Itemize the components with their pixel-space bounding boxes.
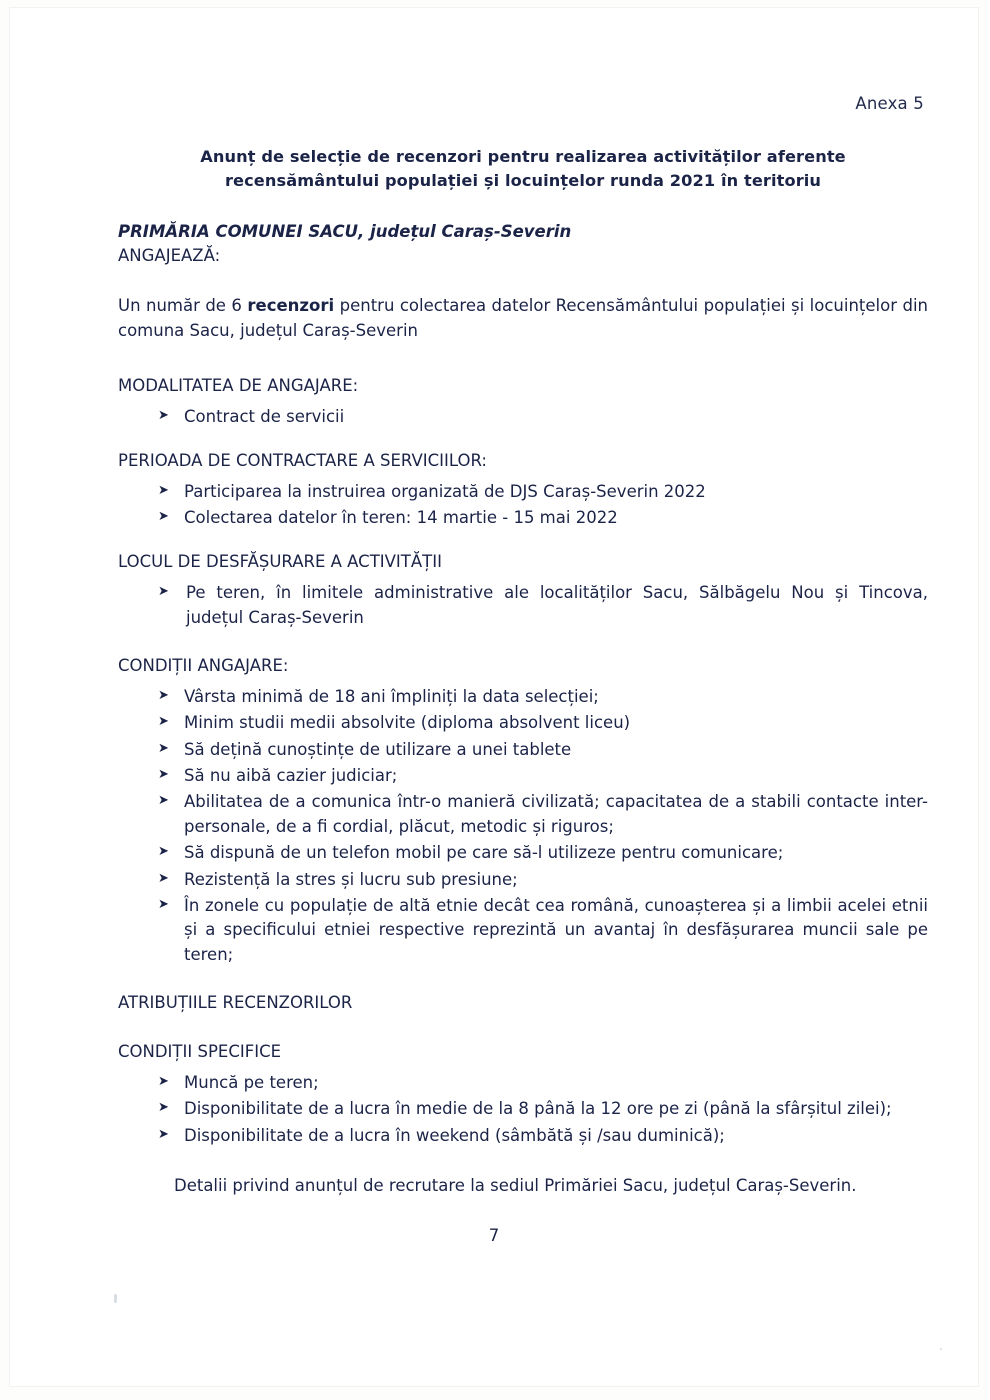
list-item: ➤ Minim studii medii absolvite (diploma absolvent liceu) [158,711,928,735]
section-heading-modalitate: MODALITATEA DE ANGAJARE: [118,375,359,395]
list-item: ➤ Disponibilitate de a lucra în medie de la 8 până la 12 ore pe zi (până la sfârșitul zilei); [158,1097,928,1121]
list-loc [118,581,928,630]
intro-text-after: pentru colectarea datelor Recensământului populației și locuințelor din comuna Sacu, județul Caraș-Severin [118,296,928,341]
section-heading-specifice: CONDIȚII SPECIFICE [118,1042,282,1062]
list-item: ➤ Disponibilitate de a lucra în weekend (sâmbătă și /sau duminică); [158,1124,928,1148]
paper-sheet [10,8,978,1386]
scan-artifact-dot [940,1348,942,1350]
section-heading-loc: LOCUL DE DESFĂȘURARE A ACTIVITĂȚII [118,552,442,572]
organization-action: ANGAJEAZĂ: [118,245,221,265]
list-item: ➤ Contract de servicii [158,405,928,429]
list-item: ➤ Colectarea datelor în teren: 14 martie - 15 mai 2022 [158,506,928,530]
list-item: ➤ Să dețină cunoștințe de utilizare a unei tablete [158,738,928,762]
list-item: ➤ Pe teren, în limitele administrative ale localităților Sacu, Sălbăgelu Nou și Tincova, județul Caraș-Severin [158,581,928,630]
list-item: ➤ Rezistență la stres și lucru sub presiune; [158,868,928,892]
section-heading-conditii: CONDIȚII ANGAJARE: [118,656,289,676]
list-item: ➤ Abilitatea de a comunica într-o manieră civilizată; capacitatea de a stabili contacte inter-personale, de a fi cordial, plăcut, metodic și riguros; [158,790,928,839]
document-title: Anunț de selecție de recenzori pentru realizarea activităților aferente recensământului populației și locuințelor runda 2021 în teritoriu [200,147,846,191]
annex-label: Anexa 5 [855,94,924,113]
intro-text-before: Un număr de 6 [118,296,248,316]
list-conditii-angajare [118,685,928,967]
list-item: ➤ Muncă pe teren; [158,1071,928,1095]
intro-paragraph [118,294,928,344]
page-number: 7 [488,1226,500,1245]
list-modalitate [118,405,928,429]
list-item: ➤ Participarea la instruirea organizată de DJS Caraș-Severin 2022 [158,480,928,504]
section-heading-atributii: ATRIBUȚIILE RECENZORILOR [118,993,353,1013]
intro-text-bold: recenzori [247,296,335,316]
organization-name: PRIMĂRIA COMUNEI SACU, județul Caraș-Severin [118,221,572,241]
list-item: ➤ Să nu aibă cazier judiciar; [158,764,928,788]
section-heading-perioada: PERIOADA DE CONTRACTARE A SERVICIILOR: [118,450,487,470]
list-conditii-specifice [118,1071,928,1148]
list-perioada [118,480,928,531]
closing-paragraph: Detalii privind anunțul de recrutare la sediul Primăriei Sacu, județul Caraș-Severin. [174,1175,857,1195]
list-item: ➤ În zonele cu populație de altă etnie decât cea română, cunoașterea și a limbii acelei etnii și a specificului etniei respective reprezintă un avantaj în desfășurarea muncii sale pe teren; [158,894,928,967]
scan-artifact-mark [114,1294,117,1303]
list-item: ➤ Să dispună de un telefon mobil pe care să-l utilizeze pentru comunicare; [158,841,928,865]
document-body [118,94,928,1199]
list-item: ➤ Vârsta minimă de 18 ani împliniți la data selecției; [158,685,928,709]
